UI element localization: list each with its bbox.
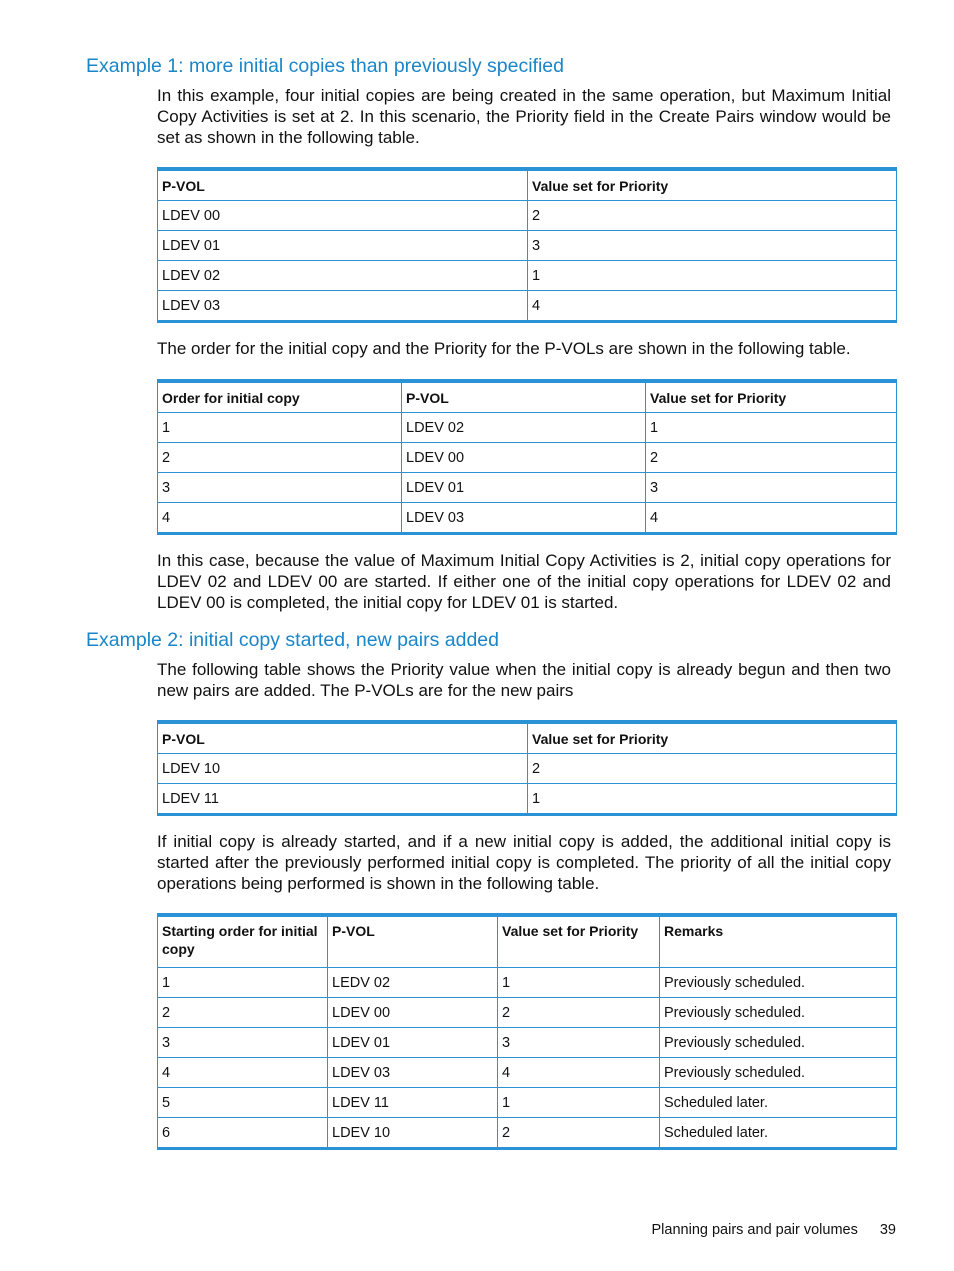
column-header: P-VOL (328, 915, 498, 968)
section1-after: In this case, because the value of Maximum Initial Copy Activities is 2, initial copy operations for LDEV 02 and LDEV 00 are started. If either one of the initial copy operations for LDEV 02 and LDEV 00 is completed, the initial copy for LDEV 01 is started. (157, 551, 891, 612)
column-header: Remarks (660, 915, 897, 968)
table-cell: Previously scheduled. (660, 968, 897, 998)
table-row (158, 443, 897, 473)
table-cell: 1 (646, 413, 897, 443)
column-header: Value set for Priority (498, 915, 660, 968)
table-cell: 2 (498, 998, 660, 1028)
table-row (158, 968, 897, 998)
table-cell: 3 (646, 473, 897, 503)
column-header: Order for initial copy (158, 381, 402, 413)
table-row (158, 998, 897, 1028)
table-cell: 1 (158, 968, 328, 998)
table-cell: 2 (158, 443, 402, 473)
table-cell: Previously scheduled. (660, 998, 897, 1028)
page-footer (652, 1222, 896, 1238)
table-row (158, 784, 897, 815)
table-cell: 2 (158, 998, 328, 1028)
column-header: Value set for Priority (528, 722, 897, 754)
table-cell: 1 (498, 968, 660, 998)
table-cell: 1 (528, 261, 897, 291)
column-header: Value set for Priority (646, 381, 897, 413)
table-cell: LDEV 00 (328, 998, 498, 1028)
column-header: P-VOL (402, 381, 646, 413)
table-cell: 4 (498, 1058, 660, 1088)
table-cell: Previously scheduled. (660, 1028, 897, 1058)
footer-title: Planning pairs and pair volumes (651, 1222, 858, 1238)
section2-heading: Example 2: initial copy started, new pairs added (86, 629, 499, 651)
table-cell: 1 (158, 413, 402, 443)
table-cell: 4 (646, 503, 897, 534)
table-row (158, 1028, 897, 1058)
table-cell: 2 (498, 1118, 660, 1149)
table-cell: Scheduled later. (660, 1088, 897, 1118)
table-row (158, 503, 897, 534)
table-row (158, 1088, 897, 1118)
table-cell: LEDV 02 (328, 968, 498, 998)
table-row (158, 413, 897, 443)
table-cell: LDEV 03 (158, 291, 528, 322)
column-header: Value set for Priority (528, 169, 897, 201)
table-header-row (158, 381, 897, 413)
section1-heading: Example 1: more initial copies than previously specified (86, 55, 564, 77)
table-row (158, 291, 897, 322)
table-header-row (158, 915, 897, 968)
table-row (158, 261, 897, 291)
section2-intro: The following table shows the Priority value when the initial copy is already begun and then two new pairs are added. The P-VOLs are for the new pairs (157, 660, 891, 700)
table-cell: LDEV 00 (158, 201, 528, 231)
section2-between: If initial copy is already started, and if a new initial copy is added, the additional initial copy is started after the previously performed initial copy is completed. The priority of all the initial copy operations being performed is shown in the following table. (157, 832, 891, 893)
priority-table-2 (157, 379, 897, 535)
table-header-row (158, 722, 897, 754)
table-row (158, 754, 897, 784)
table-cell: 4 (158, 503, 402, 534)
table-cell: LDEV 03 (402, 503, 646, 534)
column-header: P-VOL (158, 722, 528, 754)
table-cell: 3 (528, 231, 897, 261)
column-header: Starting order for initial copy (158, 915, 328, 968)
table-row (158, 1118, 897, 1149)
table-cell: 1 (528, 784, 897, 815)
table-cell: 2 (528, 754, 897, 784)
table-cell: LDEV 01 (402, 473, 646, 503)
priority-table-4 (157, 913, 897, 1150)
table-cell: LDEV 10 (158, 754, 528, 784)
table-row (158, 231, 897, 261)
table-cell: 1 (498, 1088, 660, 1118)
table-cell: 3 (158, 473, 402, 503)
table-header-row (158, 169, 897, 201)
table-cell: 3 (498, 1028, 660, 1058)
table-cell: LDEV 00 (402, 443, 646, 473)
section1-intro: In this example, four initial copies are being created in the same operation, but Maximum Initial Copy Activities is set at 2. In this scenario, the Priority field in the Create Pairs window would be set as shown in the following table. (157, 86, 891, 147)
table-cell: 4 (528, 291, 897, 322)
table-cell: LDEV 01 (158, 231, 528, 261)
table-cell: LDEV 03 (328, 1058, 498, 1088)
table-cell: 3 (158, 1028, 328, 1058)
column-header: P-VOL (158, 169, 528, 201)
table-row (158, 1058, 897, 1088)
table-row (158, 473, 897, 503)
table-cell: 6 (158, 1118, 328, 1149)
table-cell: LDEV 01 (328, 1028, 498, 1058)
table-row (158, 201, 897, 231)
table-cell: 2 (646, 443, 897, 473)
table-cell: 5 (158, 1088, 328, 1118)
table-cell: Scheduled later. (660, 1118, 897, 1149)
table-cell: 4 (158, 1058, 328, 1088)
table-cell: LDEV 11 (328, 1088, 498, 1118)
section1-between: The order for the initial copy and the Priority for the P-VOLs are shown in the following table. (157, 339, 851, 358)
table-cell: LDEV 02 (402, 413, 646, 443)
page-number: 39 (879, 1222, 896, 1238)
table-cell: 2 (528, 201, 897, 231)
table-cell: LDEV 11 (158, 784, 528, 815)
table-cell: LDEV 02 (158, 261, 528, 291)
priority-table-1 (157, 167, 897, 323)
table-cell: LDEV 10 (328, 1118, 498, 1149)
priority-table-3 (157, 720, 897, 816)
table-cell: Previously scheduled. (660, 1058, 897, 1088)
